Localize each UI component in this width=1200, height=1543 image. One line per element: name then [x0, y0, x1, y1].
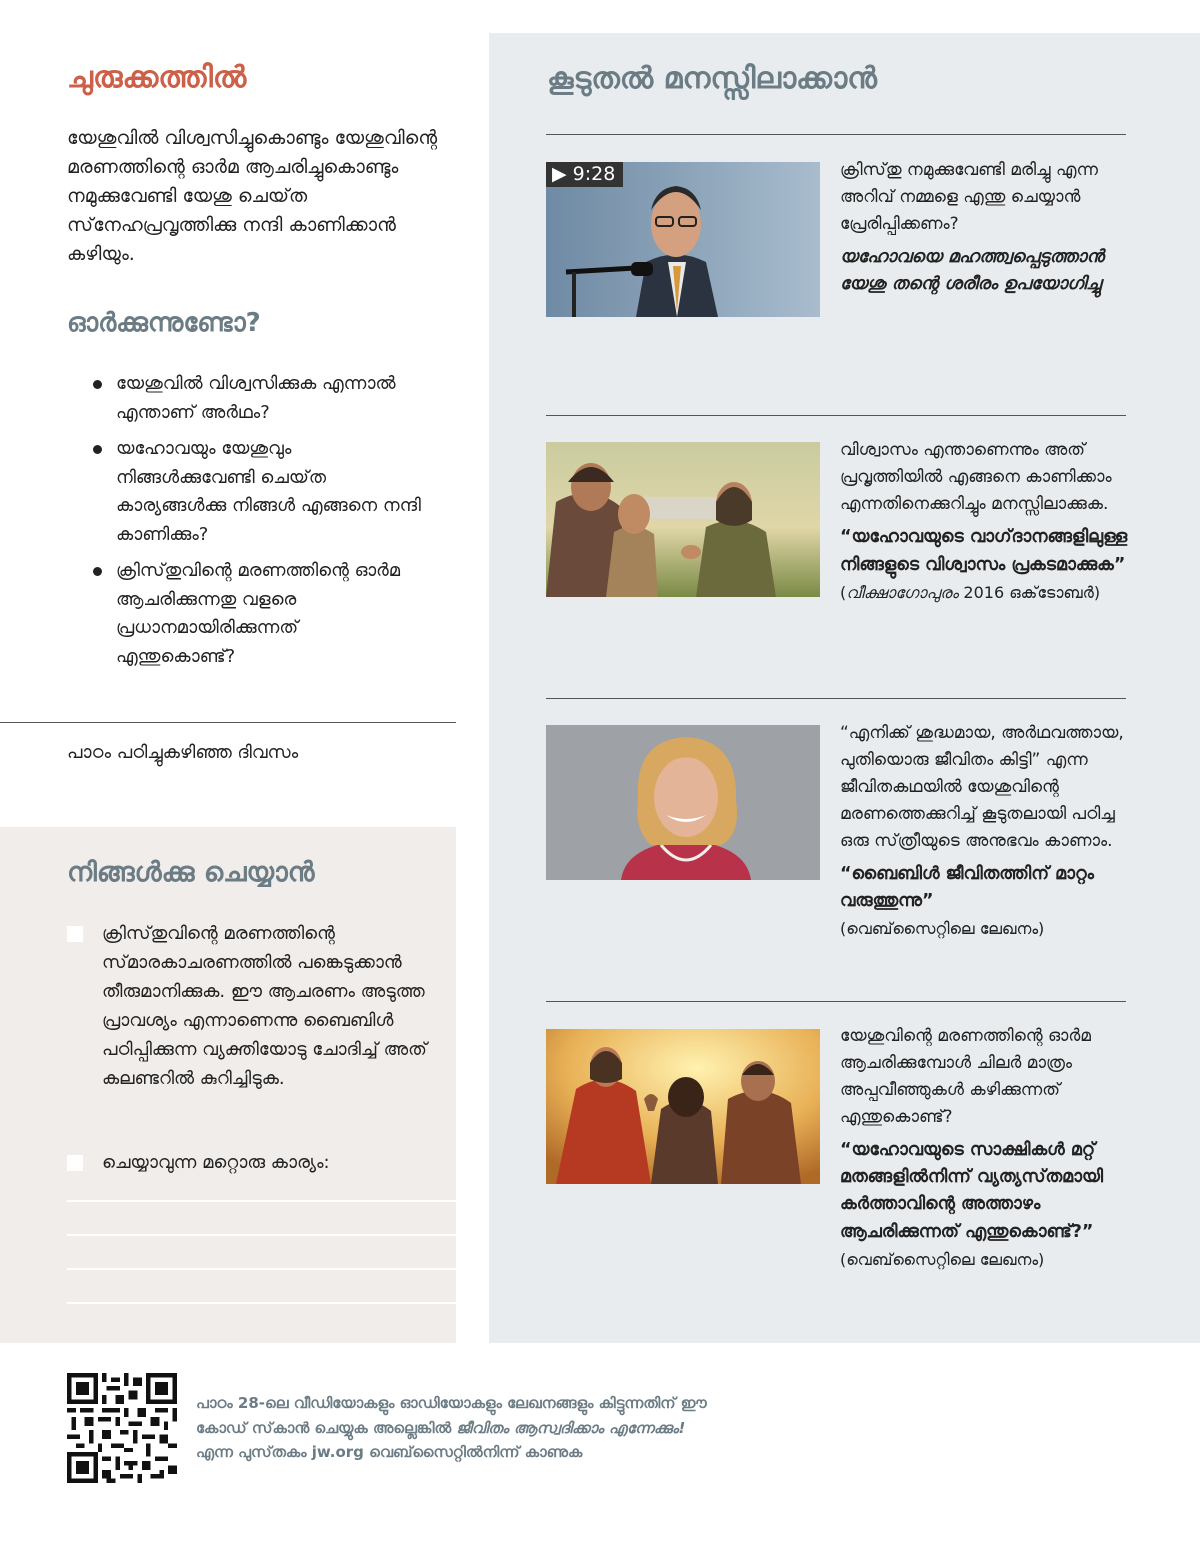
item-description: “എനിക്ക്‌ ശുദ്ധമായ, അർഥവത്തായ, പുതിയൊരു ജീവിതം കിട്ടി” എന്ന ജീവിതകഥയിൽ യേശുവിന്റെ മരണത്തെക്കുറിച്ച്‌ കൂടുതലായി പഠിച്ച ഒരു സ്‌ത്രീയുടെ അനുഭവം കാണാം. [840, 723, 1124, 851]
article-image-woman[interactable] [546, 725, 820, 880]
item-description: ക്രിസ്‌തു നമുക്കുവേണ്ടി മരിച്ചു എന്ന അറിവ്‌ നമ്മളെ എന്തു ചെയ്യാൻ പ്രേരിപ്പിക്കണം? [840, 160, 1098, 234]
item-source [840, 583, 1100, 602]
video-duration-badge: ▶ 9:28 [546, 162, 623, 187]
divider [546, 1001, 1126, 1002]
checkbox[interactable] [67, 926, 83, 942]
source-publication: വീക്ഷാഗോപുരം [846, 583, 959, 602]
learn-item-text [840, 1023, 1130, 1274]
write-line[interactable] [67, 1200, 456, 1202]
item-link[interactable] [840, 524, 1130, 607]
item-link-title: “യഹോവയുടെ വാഗ്‌ദാനങ്ങളിലുള്ള നിങ്ങളുടെ വിശ്വാസം പ്രകടമാക്കുക” [840, 527, 1128, 575]
item-source: (വെബ്‌സൈറ്റിലെ ലേഖനം) [840, 919, 1045, 938]
learn-item-text [840, 437, 1130, 607]
book-title: ജീവിതം ആസ്വദിക്കാം എന്നേക്കും! [456, 1418, 686, 1437]
footer-text-part: പാഠം 28-ലെ വീഡിയോകളും ഓഡിയോകളും ലേഖനങ്ങളും കിട്ടുന്നതിന്‌ ഈ കോഡ്‌ സ്‌കാൻ ചെയ്യുക അല്ലെങ്കിൽ [196, 1394, 707, 1437]
footer-text [196, 1391, 716, 1465]
item-link[interactable] [840, 861, 1130, 943]
list-item: യഹോവയും യേശുവും നിങ്ങൾക്കുവേണ്ടി ചെയ്‌ത കാര്യങ്ങൾക്കു നിങ്ങൾ എങ്ങനെ നന്ദി കാണിക്കും? [93, 435, 423, 549]
list-item: യേശുവിൽ വിശ്വസിക്കുക എന്നാൽ എന്താണ്‌ അർഥം? [93, 370, 423, 427]
list-item: ക്രിസ്‌തുവിന്റെ മരണത്തിന്റെ ഓർമ ആചരിക്കുന്നതു വളരെ പ്രധാനമായിരിക്കുന്നത്‌ എന്തുകൊണ്ട്‌? [93, 557, 423, 671]
todo-item-other [67, 1148, 427, 1177]
write-line[interactable] [67, 1234, 456, 1236]
footer-text-part: എന്ന പുസ്‌തകം jw.org വെബ്‌സൈറ്റിൽനിന്ന്‌ കാണുക [196, 1443, 583, 1461]
divider [546, 134, 1126, 135]
lesson-completed-label: പാഠം പഠിച്ചുകഴിഞ്ഞ ദിവസം [67, 742, 299, 763]
learn-item-text [840, 720, 1130, 943]
recall-list [93, 370, 423, 679]
source-prefix: ( [840, 583, 847, 602]
article-image-men[interactable] [546, 442, 820, 597]
todo-item-memorial [67, 919, 427, 1093]
item-link-title: “ബൈബിൾ ജീവിതത്തിന്‌ മാറ്റം വരുത്തുന്നു” [840, 864, 1094, 911]
footer [67, 1373, 767, 1483]
write-line[interactable] [67, 1268, 456, 1270]
item-link-title: യഹോവയെ മഹത്ത്വപ്പെടുത്താൻ യേശു തന്റെ ശരീരം ഉപയോഗിച്ചു [840, 247, 1104, 294]
video-thumbnail-speaker[interactable] [546, 162, 820, 317]
divider [0, 722, 456, 723]
item-description: വിശ്വാസം എന്താണെന്നും അത്‌ പ്രവൃത്തിയിൽ എങ്ങനെ കാണിക്കാം എന്നതിനെക്കുറിച്ചും മനസ്സിലാക്കുക. [840, 440, 1112, 514]
write-line[interactable] [67, 1302, 456, 1304]
learn-more-section [489, 33, 1200, 1343]
item-link[interactable] [840, 1137, 1130, 1274]
checkbox[interactable] [67, 1155, 83, 1171]
summary-text: യേശുവിൽ വിശ്വസിച്ചുകൊണ്ടും യേശുവിന്റെ മരണത്തിന്റെ ഓർമ ആചരിച്ചുകൊണ്ടും നമുക്കുവേണ്ടി യേശു ചെയ്‌ത സ്‌നേഹപ്രവൃത്തിക്കു നന്ദി കാണിക്കാൻ കഴിയും. [67, 127, 438, 265]
todo-section [0, 827, 456, 1343]
item-source: (വെബ്‌സൈറ്റിലെ ലേഖനം) [840, 1250, 1045, 1269]
item-link[interactable] [840, 244, 1130, 298]
source-date: 2016 ഒക്‌ടോബർ) [958, 583, 1101, 602]
todo-heading: നിങ്ങൾക്കു ചെയ്യാൻ [67, 857, 315, 888]
learn-item-text [840, 157, 1130, 298]
qr-code-icon[interactable] [67, 1373, 177, 1483]
todo-item-text: ചെയ്യാവുന്ന മറ്റൊരു കാര്യം: [102, 1152, 330, 1173]
item-description: യേശുവിന്റെ മരണത്തിന്റെ ഓർമ ആചരിക്കുമ്പോൾ ചിലർ മാത്രം അപ്പവീഞ്ഞുകൾ കഴിക്കുന്നത്‌ എന്തുകൊണ്ട്‌? [840, 1026, 1091, 1127]
article-image-supper[interactable] [546, 1029, 820, 1184]
learn-more-heading: കൂടുതൽ മനസ്സിലാക്കാൻ [547, 61, 877, 96]
men-talking-image [546, 442, 820, 597]
lords-evening-meal-image [546, 1029, 820, 1184]
recall-heading: ഓർക്കുന്നുണ്ടോ? [67, 308, 261, 338]
divider [546, 698, 1126, 699]
smiling-woman-image [546, 725, 820, 880]
summary-heading: ചുരുക്കത്തിൽ [67, 60, 247, 95]
item-link-title: “യഹോവയുടെ സാക്ഷികൾ മറ്റ്‌ മതങ്ങളിൽനിന്ന്‌ വ്യത്യസ്‌തമായി കർത്താവിന്റെ അത്താഴം ആചരിക്കുന്നത്‌ എന്തുകൊണ്ട്‌?” [840, 1140, 1104, 1242]
todo-item-text: ക്രിസ്‌തുവിന്റെ മരണത്തിന്റെ സ്‌മാരകാചരണത്തിൽ പങ്കെടുക്കാൻ തീരുമാനിക്കുക. ഈ ആചരണം അടുത്ത പ്രാവശ്യം എന്നാണെന്നു ബൈബിൾ പഠിപ്പിക്കുന്ന വ്യക്തിയോടു ചോദിച്ച്‌ അത്‌ കലണ്ടറിൽ കുറിച്ചിടുക. [102, 923, 427, 1089]
divider [546, 415, 1126, 416]
